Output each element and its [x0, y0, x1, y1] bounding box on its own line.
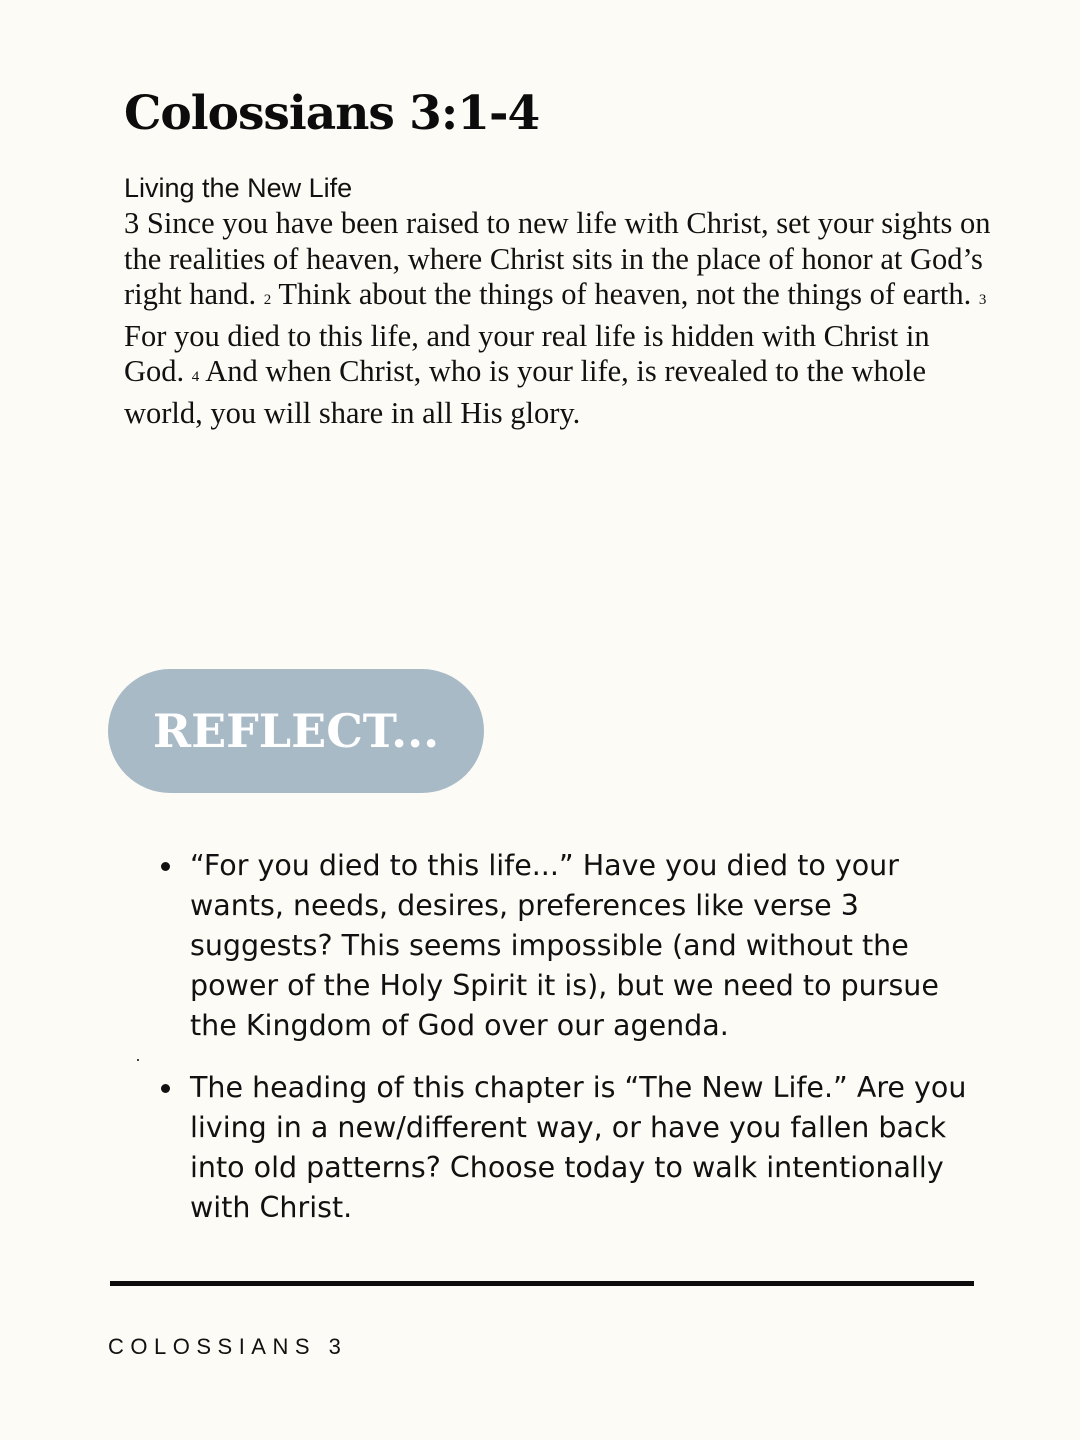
bullet-icon: [161, 862, 170, 871]
verse-number: 3: [978, 292, 987, 308]
page-title: Colossians 3:1-4: [124, 86, 540, 141]
bullet-icon: [161, 1084, 170, 1093]
reflect-label: REFLECT...: [152, 704, 440, 758]
list-item: [190, 846, 970, 1046]
list-item-text: “For you died to this life...” Have you died to your wants, needs, desires, preferences like verse 3 suggests? This seems impossible (and without the power of the Holy Spirit it is), but we need to pursue the Kingdom of God over our agenda.: [190, 849, 939, 1042]
list-item-text: The heading of this chapter is “The New Life.” Are you living in a new/different way, or have you fallen back into old patterns? Choose today to walk intentionally with Christ.: [190, 1071, 967, 1224]
stray-mark: [137, 1059, 139, 1061]
passage-heading: Living the New Life: [124, 173, 353, 203]
verse-number: 2: [263, 292, 272, 308]
verse-number: 4: [191, 369, 200, 385]
verse-number: 3: [124, 206, 140, 240]
verse-text: For you died to this life, and your real life is hidden with Christ in God.: [124, 318, 930, 388]
reflection-list: [190, 846, 970, 1250]
verse-text: Since you have been raised to new life with Christ, set your sights on the realities of heaven, where Christ sits in the place of honor at God’s right hand.: [124, 206, 991, 311]
list-item: [190, 1068, 970, 1228]
reflect-badge: [108, 669, 484, 793]
divider: [110, 1281, 974, 1286]
scripture-passage: [124, 206, 994, 431]
verse-text: Think about the things of heaven, not the things of earth.: [271, 277, 979, 311]
verse-text: And when Christ, who is your life, is revealed to the whole world, you will share in all His glory.: [124, 354, 927, 430]
footer-label: COLOSSIANS 3: [108, 1334, 348, 1359]
